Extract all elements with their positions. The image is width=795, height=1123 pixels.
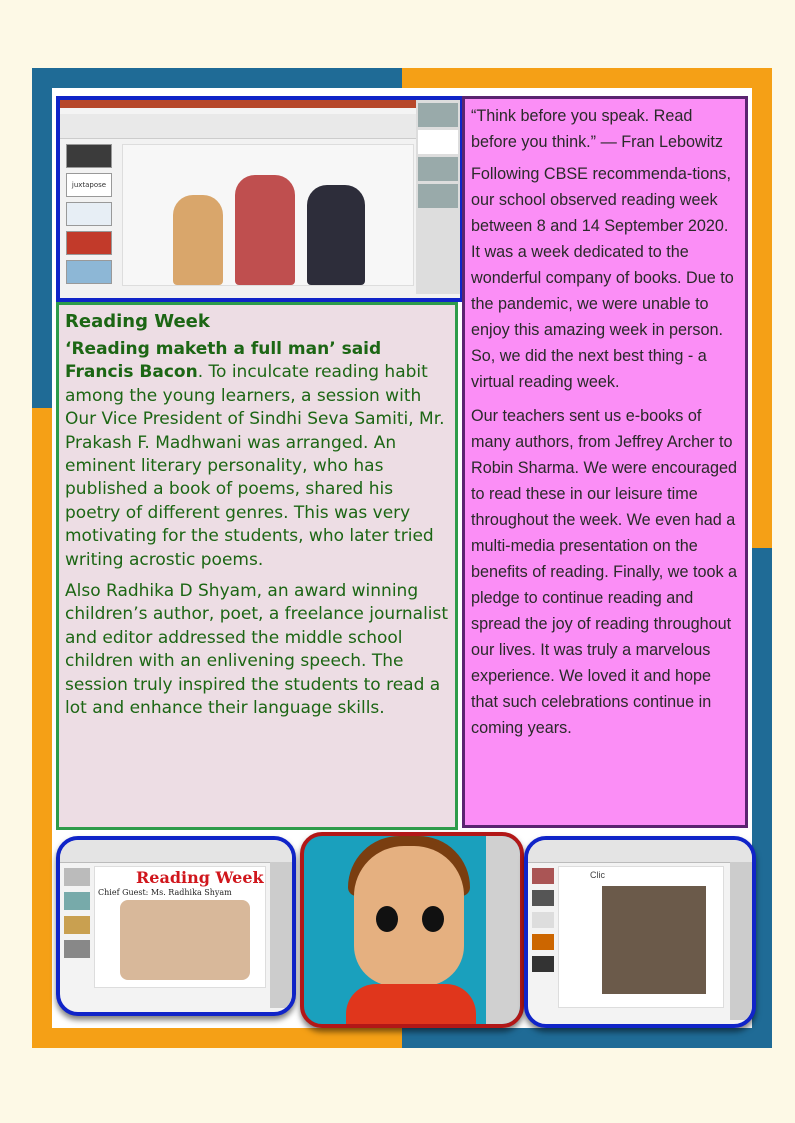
- bacon-quote: ‘Reading maketh a full man’ said Francis Bacon: [65, 339, 382, 383]
- slide-title: Reading Week: [136, 868, 264, 887]
- participant-cameras: [730, 862, 752, 1020]
- slide-thumbnails: [64, 144, 112, 294]
- paragraph-1-text: . To inculcate reading habit among the young learners, a session with Our Vice President of Sindhi Seva Samiti, Mr. Prakash F. Madhwani was arranged. An eminent literary personality, who has published a book of poems, shared his poetry of different genres. This was very motivating for the students, who later tried writing acrostic poems.: [65, 362, 445, 570]
- reading-week-article: [56, 302, 458, 830]
- cartoon-eye-left: [376, 906, 398, 932]
- slide-thumbnails: [532, 868, 554, 1008]
- lebowitz-quote: “Think before you speak. Read before you think.” — Fran Lebowitz: [471, 107, 723, 151]
- reading-week-heading: Reading Week: [65, 311, 210, 332]
- participant-cameras: [270, 862, 292, 1008]
- reading-week-paragraph-1: [65, 338, 449, 572]
- reading-week-paragraph-2: Also Radhika D Shyam, an award winning children’s author, poet, a freelance journalist and editor addressed the middle school children with an enlivening speech. The session truly inspired the students to read a lot and enhance their language skills.: [65, 581, 449, 719]
- screenshot-video-slide: [524, 836, 756, 1028]
- cartoon-eye-right: [422, 906, 444, 932]
- child-reading-video: [602, 886, 706, 994]
- slide-chief-guest: Chief Guest: Ms. Radhika Shyam: [98, 888, 232, 897]
- ribbon-bar: [528, 840, 752, 863]
- pink-paragraph-1: Following CBSE recommenda-tions, our school observed reading week between 8 and 14 September 2020. It was a week dedicated to the wonderful company of books. Due to the pandemic, we were unable to enjoy this amazing week in person. So, we did the next best thing - a virtual reading week.: [471, 165, 734, 391]
- pink-paragraph-2: Our teachers sent us e-books of many authors, from Jeffrey Archer to Robin Sharma. We were encouraged to read these in our leisure time throughout the week. We even had a multi-media presentation on the benefits of reading. Finally, we took a pledge to continue reading and spread the joy of reading throughout our lives. It was truly a marvelous experience. We loved it and hope that such celebrations continue in coming years.: [471, 407, 738, 737]
- ribbon-bar: [60, 100, 460, 139]
- screenshot-cartoon-boy: [300, 832, 524, 1028]
- screenshot-reading-week-slide: [56, 836, 296, 1016]
- slide-click-text: Clic: [590, 870, 605, 880]
- slide-thumbnails: [64, 868, 90, 1008]
- participant-cameras: [416, 100, 460, 294]
- girl-with-books-image: [120, 900, 250, 980]
- presentation-screenshot-top: [56, 96, 464, 302]
- cartoon-shirt: [346, 984, 476, 1024]
- juxtapose-thumb: juxtapose: [66, 173, 112, 197]
- virtual-reading-week-article: [462, 96, 748, 828]
- participant-cameras: [486, 836, 520, 1024]
- ribbon-bar: [60, 840, 292, 863]
- cartoon-face: [354, 846, 464, 986]
- slide-kids-cheering: [122, 144, 414, 286]
